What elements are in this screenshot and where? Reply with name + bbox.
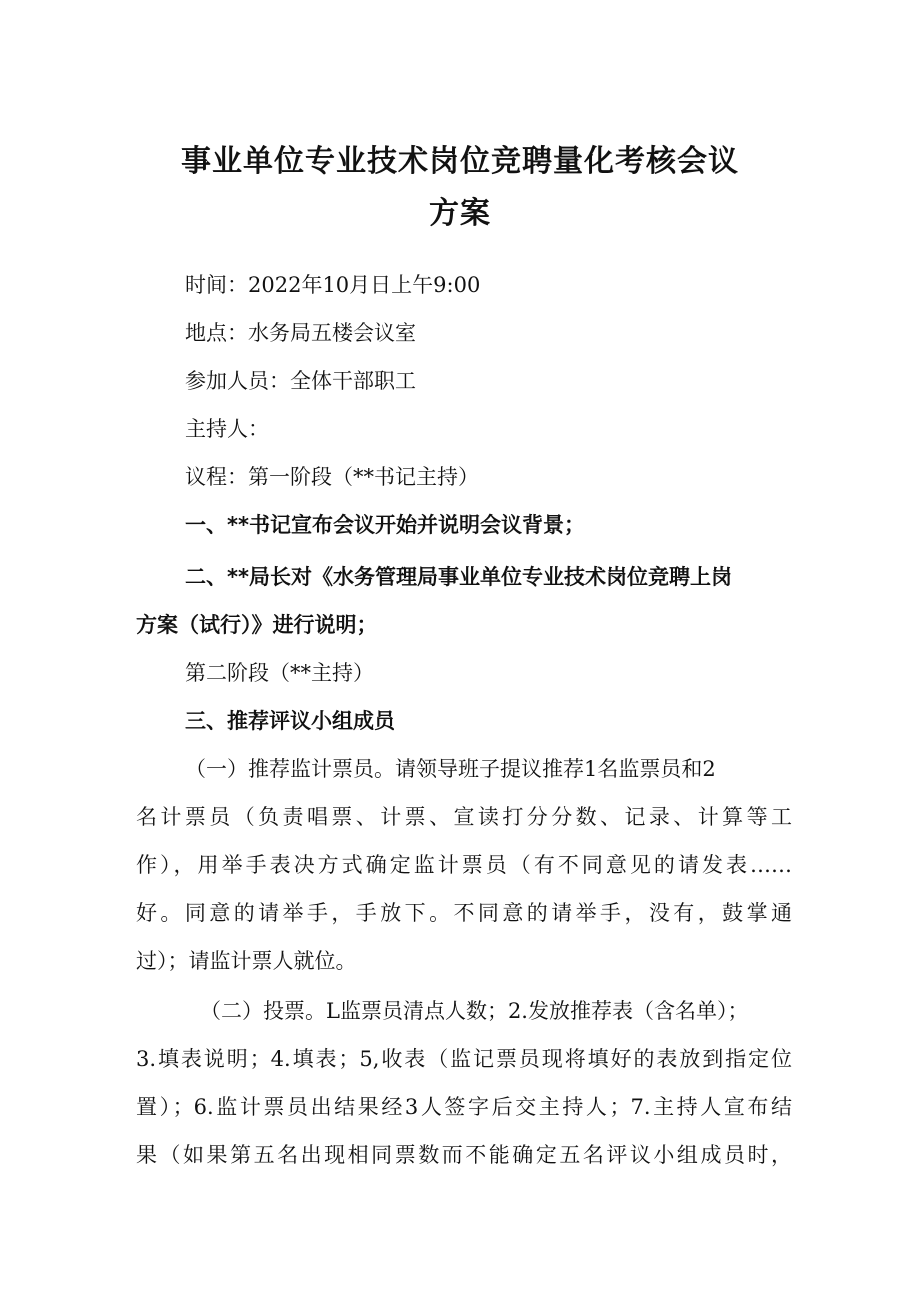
meeting-agenda: 议程：第一阶段（**书记主持） [185,465,479,489]
paragraph-1-line-3: 作），用举手表决方式确定监计票员（有不同意见的请发表…… [136,853,792,877]
paragraph-2-line-2: 3.填表说明；4.填表；5,收表（监记票员现将填好的表放到指定位 [136,1047,792,1071]
paragraph-1-line-4: 好。同意的请举手，手放下。不同意的请举手，没有，鼓掌通 [136,901,792,925]
paragraph-1-line-2: 名计票员（负责唱票、计票、宣读打分分数、记录、计算等工 [136,805,792,829]
agenda-item-1: 一、**书记宣布会议开始并说明会议背景； [185,513,585,537]
agenda-item-2-line-1: 二、**局长对《水务管理局事业单位专业技术岗位竞聘上岗 [185,565,732,589]
paragraph-1-line-1: （一）推荐监计票员。请领导班子提议推荐1名监票员和2 [185,757,716,781]
meeting-place: 地点：水务局五楼会议室 [185,321,416,345]
meeting-time: 时间：2022年10月日上午9:00 [185,273,481,297]
meeting-attendees: 参加人员：全体干部职工 [185,369,416,393]
document-title-line-1: 事业单位专业技术岗位竞聘量化考核会议 [181,144,739,179]
paragraph-2-line-3: 置）；6.监计票员出结果经3人签字后交主持人；7.主持人宣布结 [136,1095,792,1119]
agenda-item-3: 三、推荐评议小组成员 [185,709,395,733]
paragraph-2-line-1: （二）投票。L监票员清点人数；2.发放推荐表（含名单）； [200,999,749,1023]
meeting-host: 主持人： [185,417,269,441]
paragraph-1-line-5: 过）；请监计票人就位。 [136,949,357,973]
document-title-line-2: 方案 [429,196,491,231]
paragraph-2-line-4: 果（如果第五名出现相同票数而不能确定五名评议小组成员时， [136,1143,792,1167]
agenda-item-2-line-2: 方案（试行）》进行说明； [136,613,378,637]
stage-2-heading: 第二阶段（**主持） [185,661,374,685]
